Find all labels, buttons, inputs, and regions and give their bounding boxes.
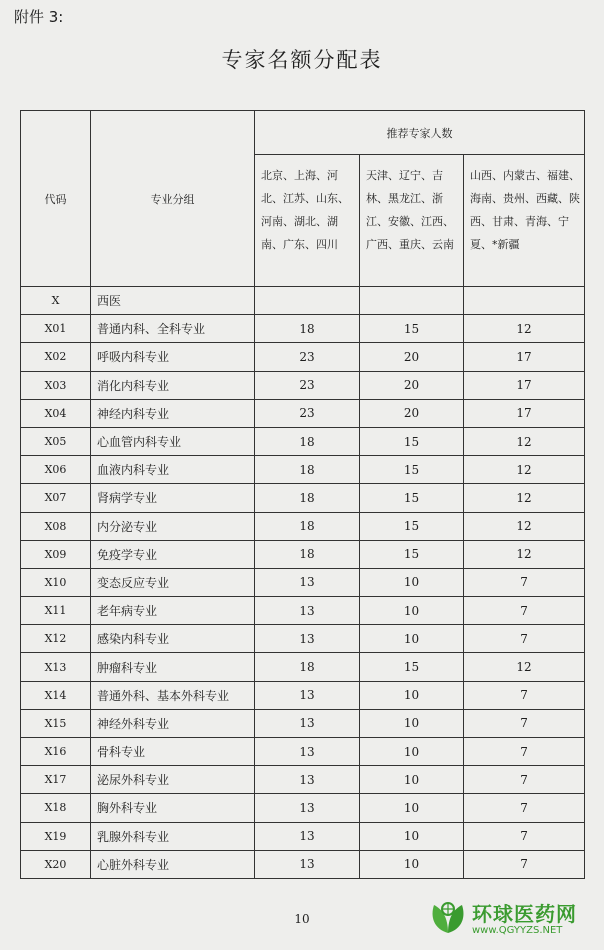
row-count-region-2: 15	[360, 512, 464, 540]
row-code: X03	[21, 371, 91, 399]
row-count-region-2: 15	[360, 456, 464, 484]
row-count-region-2: 10	[360, 850, 464, 878]
row-group-name: 肿瘤科专业	[91, 653, 255, 681]
attachment-label: 附件 3:	[14, 8, 64, 26]
table-row	[21, 540, 585, 568]
row-count-region-1: 13	[255, 822, 360, 850]
row-count-region-3: 7	[464, 625, 585, 653]
table-row	[21, 456, 585, 484]
row-group-name: 普通内科、全科专业	[91, 315, 255, 343]
row-group-name: 普通外科、基本外科专业	[91, 681, 255, 709]
table-row	[21, 343, 585, 371]
row-count-region-1: 13	[255, 766, 360, 794]
row-count-region-2: 15	[360, 540, 464, 568]
row-count-region-2: 10	[360, 822, 464, 850]
header-region-1: 北京、上海、河北、江苏、山东、河南、湖北、湖南、广东、四川	[255, 155, 360, 287]
row-code: X07	[21, 484, 91, 512]
row-count-region-2	[360, 287, 464, 315]
row-count-region-3: 7	[464, 850, 585, 878]
row-count-region-3: 12	[464, 315, 585, 343]
row-count-region-3: 12	[464, 456, 585, 484]
row-count-region-3: 17	[464, 343, 585, 371]
row-count-region-1: 13	[255, 794, 360, 822]
table-row	[21, 427, 585, 455]
row-group-name: 肾病学专业	[91, 484, 255, 512]
row-code: X08	[21, 512, 91, 540]
row-code: X05	[21, 427, 91, 455]
table-row	[21, 512, 585, 540]
row-group-name: 血液内科专业	[91, 456, 255, 484]
row-group-name: 呼吸内科专业	[91, 343, 255, 371]
row-count-region-2: 15	[360, 315, 464, 343]
row-group-name: 内分泌专业	[91, 512, 255, 540]
row-code: X15	[21, 709, 91, 737]
row-code: X02	[21, 343, 91, 371]
row-count-region-1: 23	[255, 399, 360, 427]
row-code: X20	[21, 850, 91, 878]
row-code: X	[21, 287, 91, 315]
row-count-region-1: 13	[255, 738, 360, 766]
row-group-name: 骨科专业	[91, 738, 255, 766]
row-group-name: 心血管内科专业	[91, 427, 255, 455]
row-count-region-1: 18	[255, 653, 360, 681]
row-count-region-2: 10	[360, 738, 464, 766]
row-count-region-1: 13	[255, 625, 360, 653]
row-count-region-3: 17	[464, 399, 585, 427]
row-group-name: 神经内科专业	[91, 399, 255, 427]
table-row	[21, 822, 585, 850]
header-region-2: 天津、辽宁、吉林、黑龙江、浙江、安徽、江西、广西、重庆、云南	[360, 155, 464, 287]
row-count-region-3	[464, 287, 585, 315]
row-count-region-3: 7	[464, 709, 585, 737]
row-count-region-3: 12	[464, 653, 585, 681]
row-count-region-2: 15	[360, 653, 464, 681]
row-count-region-3: 12	[464, 540, 585, 568]
row-count-region-1: 18	[255, 540, 360, 568]
watermark-name: 环球医药网	[472, 902, 577, 926]
row-count-region-2: 10	[360, 568, 464, 596]
row-count-region-1: 13	[255, 850, 360, 878]
watermark	[428, 898, 577, 936]
row-count-region-1: 23	[255, 343, 360, 371]
row-count-region-3: 12	[464, 427, 585, 455]
row-count-region-1: 13	[255, 597, 360, 625]
table-row	[21, 625, 585, 653]
row-code: X13	[21, 653, 91, 681]
row-count-region-1: 23	[255, 371, 360, 399]
row-count-region-2: 10	[360, 681, 464, 709]
row-code: X06	[21, 456, 91, 484]
row-count-region-2: 10	[360, 794, 464, 822]
row-group-name: 消化内科专业	[91, 371, 255, 399]
row-count-region-3: 7	[464, 597, 585, 625]
table-row	[21, 484, 585, 512]
leaf-logo-icon	[428, 899, 468, 935]
row-group-name: 西医	[91, 287, 255, 315]
table-row	[21, 766, 585, 794]
row-count-region-2: 20	[360, 371, 464, 399]
row-group-name: 变态反应专业	[91, 568, 255, 596]
table-row	[21, 597, 585, 625]
table-row	[21, 709, 585, 737]
row-count-region-1	[255, 287, 360, 315]
row-count-region-3: 7	[464, 822, 585, 850]
header-code: 代码	[21, 111, 91, 287]
row-count-region-2: 10	[360, 597, 464, 625]
table-row	[21, 315, 585, 343]
row-group-name: 免疫学专业	[91, 540, 255, 568]
table-row	[21, 568, 585, 596]
header-group: 专业分组	[91, 111, 255, 287]
table-row	[21, 738, 585, 766]
row-count-region-1: 18	[255, 427, 360, 455]
row-count-region-1: 18	[255, 512, 360, 540]
row-code: X12	[21, 625, 91, 653]
row-count-region-3: 12	[464, 512, 585, 540]
quota-table	[20, 110, 585, 879]
row-count-region-2: 10	[360, 709, 464, 737]
row-count-region-3: 7	[464, 794, 585, 822]
row-count-region-2: 20	[360, 343, 464, 371]
row-count-region-3: 7	[464, 681, 585, 709]
table-row	[21, 399, 585, 427]
table-row	[21, 371, 585, 399]
row-group-name: 神经外科专业	[91, 709, 255, 737]
row-count-region-1: 18	[255, 315, 360, 343]
document-title: 专家名额分配表	[221, 48, 383, 72]
row-code: X16	[21, 738, 91, 766]
row-count-region-2: 20	[360, 399, 464, 427]
row-count-region-3: 7	[464, 766, 585, 794]
row-count-region-1: 18	[255, 484, 360, 512]
table-row	[21, 287, 585, 315]
row-count-region-2: 15	[360, 427, 464, 455]
row-code: X09	[21, 540, 91, 568]
row-count-region-3: 7	[464, 568, 585, 596]
row-count-region-3: 12	[464, 484, 585, 512]
table-row	[21, 850, 585, 878]
page-number: 10	[294, 912, 310, 926]
row-group-name: 感染内科专业	[91, 625, 255, 653]
row-group-name: 胸外科专业	[91, 794, 255, 822]
row-group-name: 乳腺外科专业	[91, 822, 255, 850]
row-group-name: 老年病专业	[91, 597, 255, 625]
row-count-region-2: 10	[360, 766, 464, 794]
row-code: X14	[21, 681, 91, 709]
row-count-region-1: 18	[255, 456, 360, 484]
row-count-region-2: 15	[360, 484, 464, 512]
header-region-3: 山西、内蒙古、福建、海南、贵州、西藏、陕西、甘肃、青海、宁夏、*新疆	[464, 155, 585, 287]
header-recommend: 推荐专家人数	[255, 111, 585, 155]
row-group-name: 心脏外科专业	[91, 850, 255, 878]
row-count-region-3: 7	[464, 738, 585, 766]
row-count-region-1: 13	[255, 568, 360, 596]
table-row	[21, 681, 585, 709]
row-code: X17	[21, 766, 91, 794]
table-row	[21, 653, 585, 681]
row-code: X19	[21, 822, 91, 850]
row-code: X04	[21, 399, 91, 427]
row-group-name: 泌尿外科专业	[91, 766, 255, 794]
row-count-region-1: 13	[255, 681, 360, 709]
row-count-region-3: 17	[464, 371, 585, 399]
row-code: X11	[21, 597, 91, 625]
watermark-url: www.QGYYZS.NET	[472, 925, 563, 936]
row-code: X01	[21, 315, 91, 343]
row-code: X10	[21, 568, 91, 596]
row-count-region-2: 10	[360, 625, 464, 653]
row-count-region-1: 13	[255, 709, 360, 737]
row-code: X18	[21, 794, 91, 822]
table-row	[21, 794, 585, 822]
